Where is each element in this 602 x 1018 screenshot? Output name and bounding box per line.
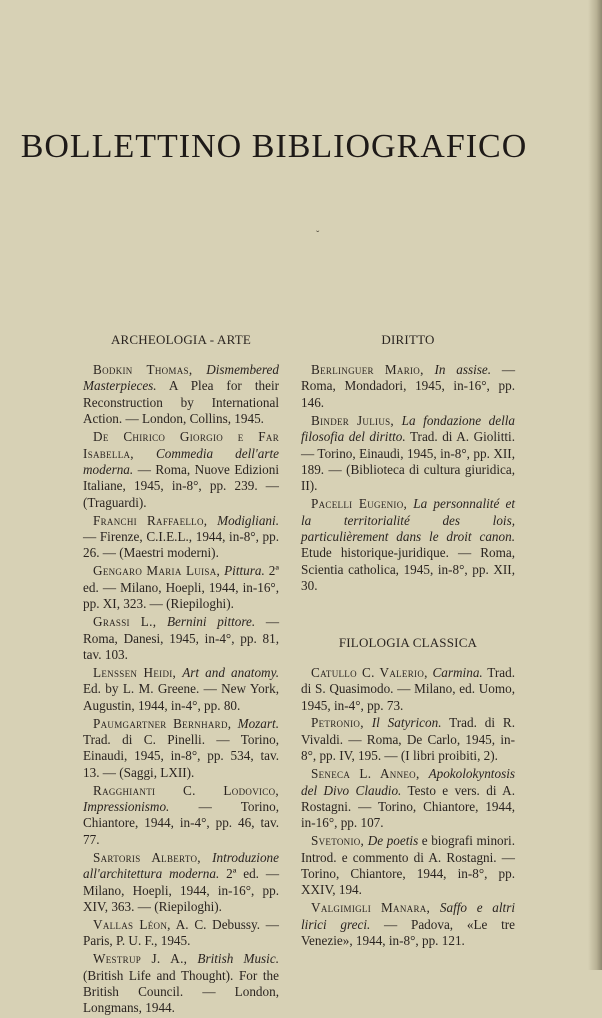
bibliography-entry	[301, 715, 515, 764]
entry-title: Art and anatomy.	[182, 664, 279, 680]
bibliography-entry	[83, 513, 279, 562]
page-title: BOLLETTINO BIBLIOGRAFICO	[20, 128, 528, 165]
page-edge-shadow	[588, 0, 602, 970]
entry-title: Saffo e altri lirici greci.	[301, 900, 515, 932]
entry-author: Binder Julius,	[311, 412, 395, 428]
left-column	[83, 332, 279, 1018]
entry-author: Grassi L.,	[93, 614, 157, 630]
entry-details: — Padova, «Le tre Venezie», 1944, in-8°, pp. 121.	[301, 916, 516, 949]
bibliography-entry	[301, 665, 515, 714]
entry-author: Svetonio,	[311, 833, 365, 849]
entry-author: Catullo C. Valerio,	[311, 664, 428, 680]
section-heading: ARCHEOLOGIA - ARTE	[110, 332, 252, 347]
section-heading: FILOLOGIA CLASSICA	[338, 634, 478, 650]
entry-details: Trad. di S. Quasimodo. — Milano, ed. Uomo, 1945, in-4°, pp. 73.	[301, 664, 515, 713]
entry-title: Bernini pittore.	[167, 614, 256, 630]
entry-title: In assise.	[434, 362, 492, 377]
bibliography-entry	[301, 766, 515, 832]
entry-details: e biografi minori. Introd. e commento di A. Rostagni. — Torino, Chiantore, 1944, in-8°, pp. XXIV, 194.	[301, 833, 515, 898]
entry-title: La fondazione della filosofia del diritto.	[301, 412, 516, 445]
entry-title: La personnalité et la territorialité des lois, particulièrement dans le droit canon.	[301, 496, 515, 545]
bibliography-entry	[301, 833, 515, 899]
right-column	[301, 332, 515, 951]
entry-details: A. C. Debussy. — Paris, P. U. F., 1945.	[83, 916, 279, 949]
section-heading: DIRITTO	[381, 332, 435, 347]
bibliography-entry	[301, 496, 515, 594]
bibliography-entry	[83, 850, 279, 916]
entry-title: Carmina.	[432, 664, 483, 680]
entry-author: Valgimigli Manara,	[311, 900, 431, 916]
entry-author: Bodkin Thomas,	[93, 362, 193, 377]
entry-author: Berlinguer Mario,	[311, 362, 424, 377]
entry-title: De poetis	[367, 833, 419, 849]
bibliography-entry	[83, 362, 279, 428]
entry-details: Trad. di R. Vivaldi. — Roma, De Carlo, 1945, in-8°, pp. IV, 195. — (I libri proibiti, 2).	[301, 715, 516, 764]
entry-details: Testo e vers. di A. Rostagni. — Torino, Chiantore, 1944, in-16°, pp. 107.	[301, 782, 515, 831]
entry-title: Impressionismo.	[83, 799, 170, 815]
bibliography-entry	[301, 900, 515, 949]
bibliography-entry	[301, 362, 515, 411]
entry-author: Pacelli Eugenio,	[311, 496, 408, 512]
entry-details: Ed. by L. M. Greene. — New York, Augustin, 1944, in-4°, pp. 80.	[83, 681, 279, 713]
bibliography-entry	[301, 413, 515, 495]
bibliography-entry	[83, 614, 279, 663]
entry-details: (British Life and Thought). For the British Council. — London, Longmans, 1944.	[83, 967, 279, 1016]
entry-title: Il Satyricon.	[371, 715, 442, 731]
entry-author: Vallas Léon,	[93, 916, 171, 932]
entry-details: — Firenze, C.I.E.L., 1944, in-8°, pp. 26. — (Maestri moderni).	[83, 529, 279, 561]
entry-title: British Music.	[197, 951, 279, 967]
bibliography-entry	[83, 429, 279, 511]
bibliography-entry	[83, 951, 279, 1017]
entry-title: Modigliani.	[217, 512, 279, 528]
entry-details: Etude historique-juridique. — Roma, Scientia catholica, 1945, in-8°, pp. XII, 30.	[301, 545, 515, 594]
entry-details: A Plea for their Reconstruction by International Action. — London, Collins, 1945.	[83, 378, 279, 427]
entry-title: Mozart.	[237, 715, 279, 731]
entry-details: — Roma, Mondadori, 1945, in-16°, pp. 146.	[301, 362, 516, 410]
entry-author: Sartoris Alberto,	[93, 849, 201, 865]
entry-details: Trad. di C. Pinelli. — Torino, Einaudi, 1945, in-8°, pp. 534, tav. 13. — (Saggi, LXII).	[83, 731, 279, 780]
bibliography-entry	[83, 783, 279, 849]
entry-author: Petronio,	[311, 715, 364, 731]
entry-details: 2ª ed. — Milano, Hoepli, 1944, in-16°, pp. XIV, 363. — (Riepiloghi).	[83, 866, 280, 914]
bibliography-entry	[83, 563, 279, 612]
ornament-mark: ˇ	[316, 230, 320, 241]
entry-author: Paumgartner Bernhard,	[93, 715, 232, 731]
entry-title: Apokolokyntosis del Divo Claudio.	[301, 766, 515, 798]
entry-details: — Roma, Nuove Edizioni Italiane, 1945, in-8°, pp. 239. — (Traguardi).	[83, 461, 280, 510]
entry-title: Introduzione all'architettura moderna.	[83, 849, 280, 882]
entry-details: — Roma, Danesi, 1945, in-4°, pp. 81, tav. 103.	[83, 614, 280, 662]
bibliography-entry	[83, 665, 279, 714]
entry-title: Dismembered Masterpieces.	[83, 362, 279, 394]
entry-title: Pittura.	[224, 563, 265, 579]
entry-author: Ragghianti C. Lodovico,	[93, 782, 279, 798]
entry-author: De Chirico Giorgio e Far Isabella,	[83, 429, 279, 461]
entry-details: — Torino, Chiantore, 1944, in-4°, pp. 46, tav. 77.	[83, 799, 279, 847]
entry-author: Franchi Raffaello,	[93, 512, 208, 528]
entry-author: Gengaro Maria Luisa,	[93, 563, 221, 579]
entry-details: Trad. di A. Giolitti. — Torino, Einaudi, 1945, in-8°, pp. XII, 189. — (Biblioteca di cultura giuridica, II).	[301, 429, 516, 494]
bibliography-entry	[83, 917, 279, 950]
entry-author: Lenssen Heidi,	[93, 664, 177, 680]
entry-title: Commedia dell'arte moderna.	[83, 445, 279, 477]
entry-author: Westrup J. A.,	[93, 951, 188, 967]
entry-author: Seneca L. Anneo,	[311, 766, 420, 782]
bibliography-entry	[83, 716, 279, 782]
entry-details: 2ª ed. — Milano, Hoepli, 1944, in-16°, pp. XI, 323. — (Riepiloghi).	[83, 563, 279, 612]
